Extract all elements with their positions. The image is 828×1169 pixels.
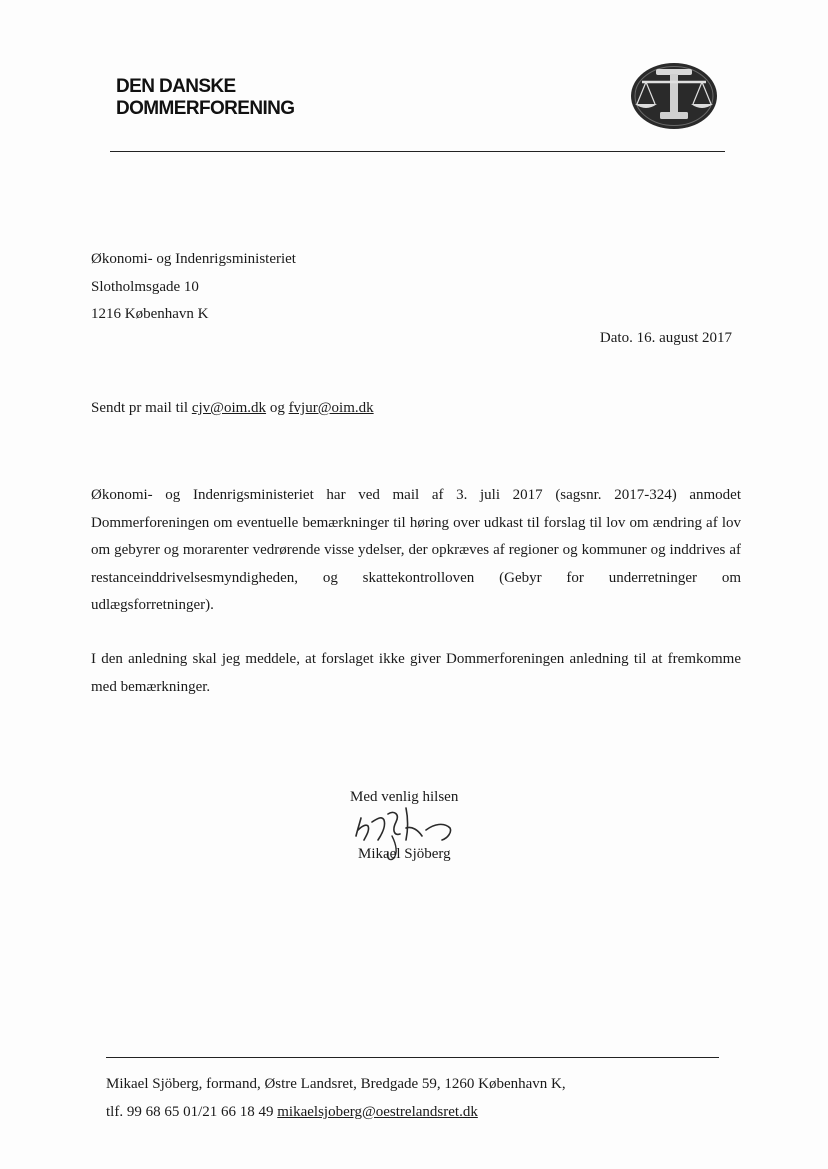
recipient-city: 1216 København K [91, 306, 209, 322]
recipient-address [91, 246, 296, 329]
scales-of-justice-icon [630, 62, 718, 130]
footer-divider [106, 1057, 719, 1058]
org-name-line1: DEN DANSKE [116, 76, 236, 97]
footer-email-link[interactable]: mikaelsjoberg@oestrelandsret.dk [277, 1104, 478, 1120]
email-link-cjv[interactable]: cjv@oim.dk [191, 400, 267, 416]
body-paragraph-2: I den anledning skal jeg meddele, at forslaget ikke giver Dommerforeningen anledning til at fremkomme med bemærkninger. [91, 650, 741, 695]
header-divider [110, 151, 725, 152]
body-paragraph-1: Økonomi- og Indenrigsministeriet har ved mail af 3. juli 2017 (sagsnr. 2017-324) anmodet Dommerforeningen om eventuelle bemærkninger til høring over udkast til forslag til lov om ændring af lov om gebyrer og morarenter vedrørende visse ydelser, der opkræves af regioner og kommuner og inddrives af restanceinddrivelsesmyndigheden, og skattekontrolloven (Gebyr for underretninger om udlægsforretninger). [91, 487, 741, 614]
organization-name [116, 76, 294, 120]
closing-greeting: Med venlig hilsen [350, 789, 459, 805]
sent-conjunction: og [266, 400, 289, 416]
footer-contact [106, 1098, 566, 1126]
email-link-fvjur[interactable]: fvjur@oim.dk [288, 400, 374, 416]
recipient-name: Økonomi- og Indenrigsministeriet [91, 251, 296, 267]
letter-body [91, 482, 741, 727]
org-name-line2: DOMMERFORENING [116, 98, 295, 119]
sent-prefix: Sendt pr mail til [91, 400, 192, 416]
recipient-street: Slotholmsgade 10 [91, 278, 199, 295]
sent-line [91, 400, 374, 417]
letter-date: Dato. 16. august 2017 [599, 330, 732, 346]
signer-name: Mikael Sjöberg [358, 846, 451, 862]
letter-footer [106, 1070, 566, 1126]
footer-phone: tlf. 99 68 65 01/21 66 18 49 [106, 1104, 278, 1120]
footer-address: Mikael Sjöberg, formand, Østre Landsret, Bredgade 59, 1260 København K, [106, 1076, 566, 1092]
